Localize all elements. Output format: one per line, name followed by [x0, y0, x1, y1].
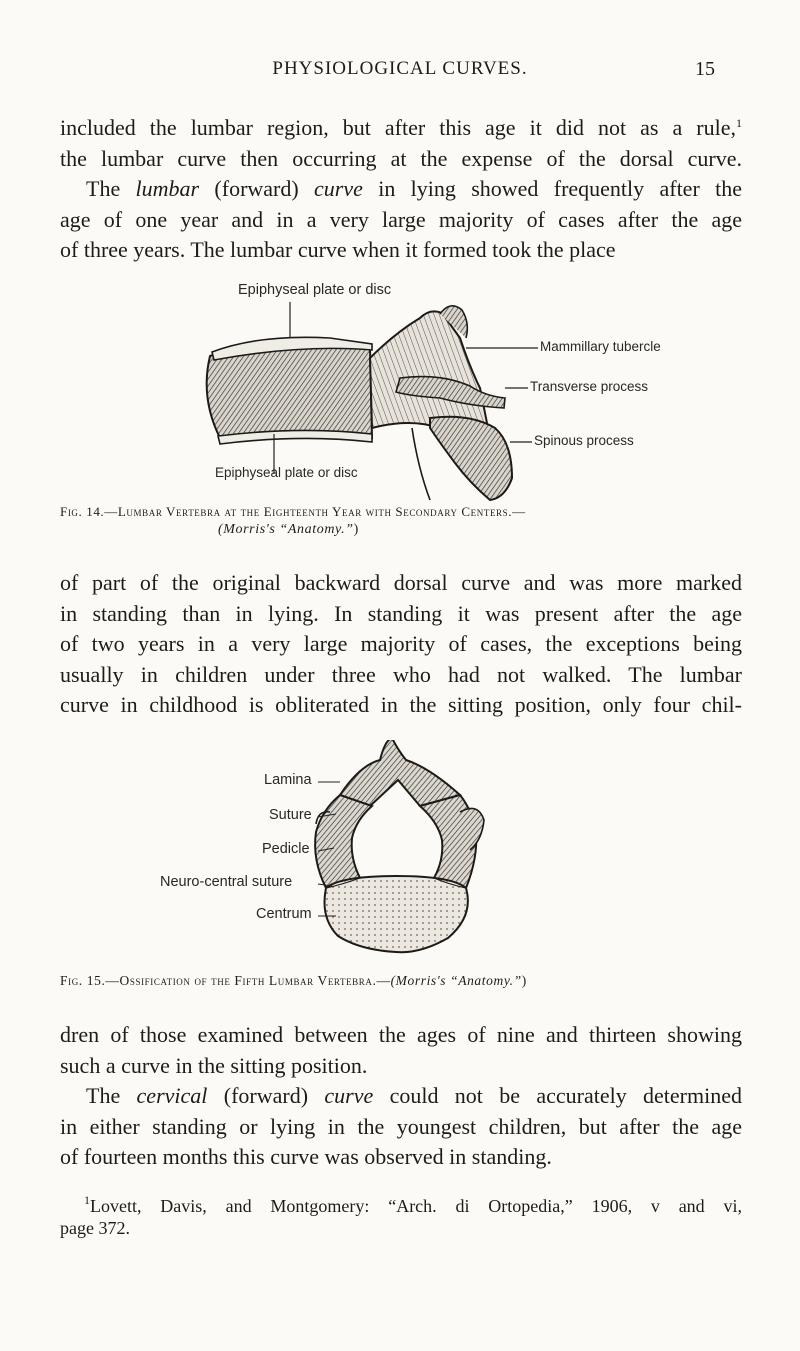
label-centrum: Centrum — [256, 906, 312, 922]
label-transverse-process: Transverse process — [530, 379, 649, 394]
para2-line-1: of part of the original backward dorsal curve and was more marked — [60, 570, 742, 595]
paragraph-2 — [60, 568, 742, 721]
para3-line-4: in either standing or lying in the youngest children, but after the age — [60, 1113, 742, 1139]
label-lamina: Lamina — [264, 772, 312, 788]
para3-line-2: such a curve in the sitting position. — [60, 1052, 368, 1078]
label-pedicle: Pedicle — [262, 841, 310, 857]
para2-line-5: curve in childhood is obliterated in the sitting position, only four chil- — [60, 692, 742, 717]
lumbar-vertebra-illustration — [0, 278, 800, 508]
para1-line-4: age of one year and in a very large majority of cases after the age — [60, 206, 742, 232]
para2-line-2: in standing than in lying. In standing it was present after the age — [60, 600, 742, 626]
page-number: 15 — [695, 58, 715, 80]
running-title: PHYSIOLOGICAL CURVES. — [272, 58, 528, 79]
para1-line-5: of three years. The lumbar curve when it formed took the place — [60, 237, 616, 262]
para2-line-3: of two years in a very large majority of cases, the exceptions being — [60, 631, 742, 656]
footnote — [60, 1195, 742, 1239]
footnote-ref: 1 — [736, 116, 742, 130]
running-head — [0, 58, 800, 88]
figure-14 — [0, 278, 800, 537]
label-mammillary-tubercle: Mammillary tubercle — [540, 339, 661, 354]
figure-15-caption: Fig. 15.—Ossification of the Fifth Lumbar Vertebra.—(Morris's “Anatomy.”) — [60, 973, 527, 988]
label-spinous-process: Spinous process — [534, 433, 634, 448]
footnote-mark: 1 — [84, 1193, 90, 1207]
paragraph-3 — [60, 1020, 742, 1173]
footnote-line-1: $^1$Lovett, Davis, and Montgomery: “Arch. di Ortopedia,” 1906, v and vi, — [84, 1193, 742, 1216]
footnote-line-2: page 372. — [60, 1218, 130, 1238]
paragraph-1 — [60, 113, 742, 266]
para3-line-3: The cervical (forward) curve could not be accurately determined — [86, 1083, 742, 1108]
figure-14-caption-line-2: (Morris's “Anatomy.”) — [218, 522, 359, 537]
fifth-lumbar-vertebra-illustration — [0, 740, 800, 960]
para1-line-3: The lumbar (forward) curve in lying showed frequently after the — [86, 176, 742, 201]
figure-14-caption-line-1: Fig. 14.—Lumbar Vertebra at the Eighteenth Year with Secondary Centers.— — [60, 504, 526, 519]
para3-line-1: dren of those examined between the ages of nine and thirteen showing — [60, 1022, 742, 1047]
para1-line-2: the lumbar curve then occurring at the expense of the dorsal curve. — [60, 145, 742, 171]
label-neuro-central-suture: Neuro-central suture — [160, 874, 293, 890]
label-epiphyseal-top: Epiphyseal plate or disc — [238, 282, 392, 298]
para2-line-4: usually in children under three who had not walked. The lumbar — [60, 661, 742, 687]
para1-line-1: included the lumbar region, but after this age it did not as a rule,$^1$ — [60, 115, 742, 140]
figure-15 — [0, 740, 800, 1000]
para3-line-5: of fourteen months this curve was observed in standing. — [60, 1144, 552, 1169]
label-suture: Suture — [269, 807, 312, 823]
label-epiphyseal-bottom: Epiphyseal plate or disc — [215, 465, 358, 480]
